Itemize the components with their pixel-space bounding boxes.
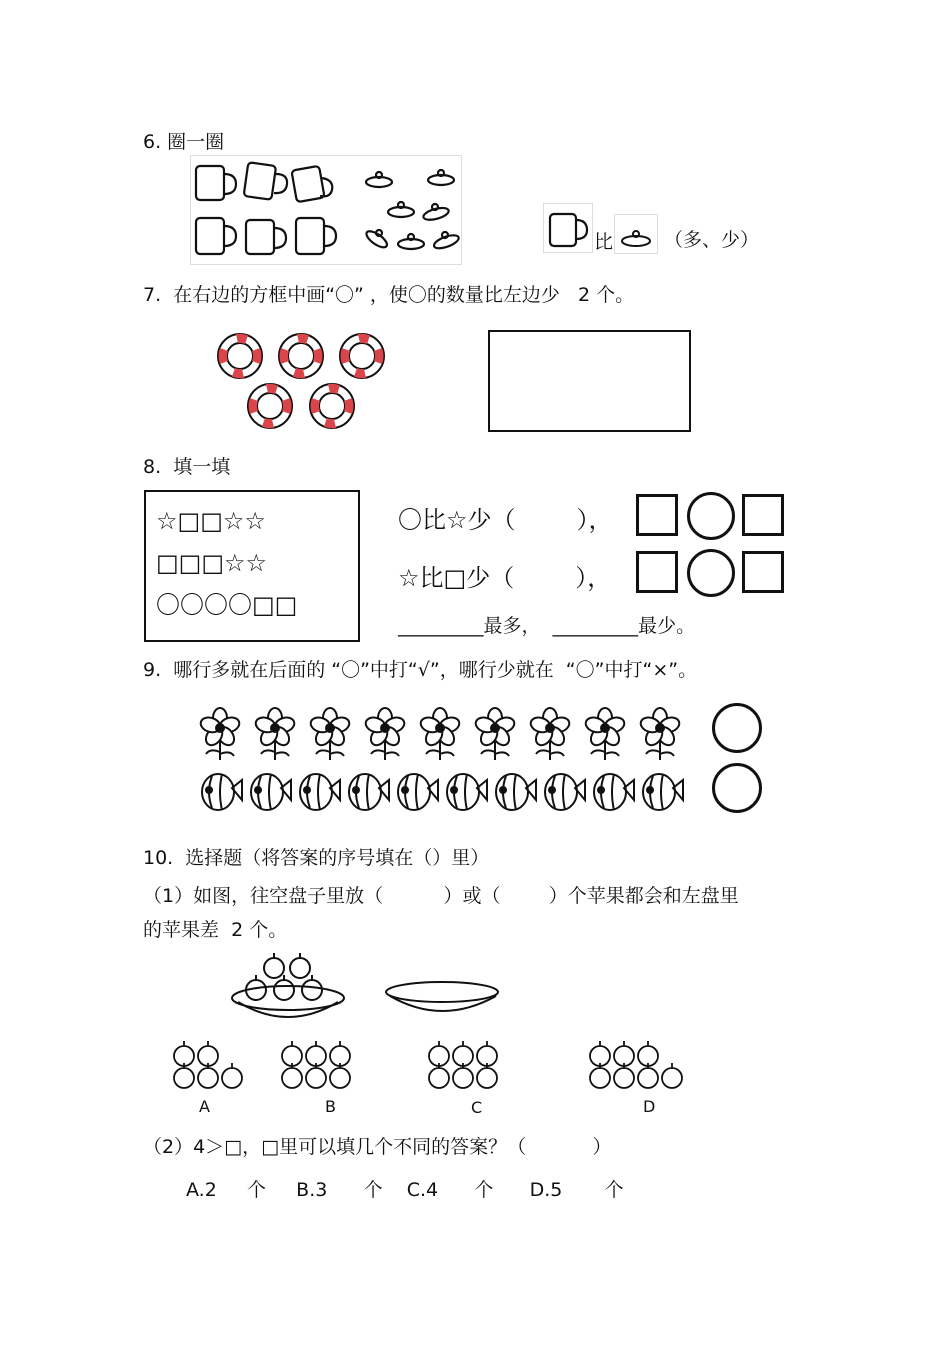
choice-a-illustration bbox=[170, 1040, 238, 1092]
apple-icon bbox=[477, 1041, 497, 1066]
apple-icon bbox=[282, 1063, 302, 1088]
choice-label-d: D bbox=[643, 1097, 656, 1116]
apple-icon bbox=[174, 1041, 194, 1066]
apple-icon bbox=[638, 1041, 658, 1066]
apple-icon bbox=[638, 1063, 658, 1088]
shapes-row-1: ☆□□☆☆ bbox=[156, 507, 266, 535]
apple-icon bbox=[174, 1063, 194, 1088]
q10-part2-options: A.2 个 B.3 个 C.4 个 D.5 个 bbox=[186, 1179, 624, 1201]
apple-icon bbox=[477, 1063, 497, 1088]
full-plate-illustration bbox=[228, 952, 348, 1022]
cups-and-lids-picture bbox=[190, 155, 462, 265]
fish-illustration bbox=[193, 764, 688, 820]
apple-icon bbox=[614, 1041, 634, 1066]
lifebuoy-illustration bbox=[212, 332, 392, 432]
apple-icon bbox=[198, 1063, 218, 1088]
flower-icon bbox=[529, 708, 571, 760]
q10-part1-line1: （1）如图，往空盘子里放（ ）或（ ）个苹果都会和左盘里 bbox=[143, 885, 739, 907]
fish-icon bbox=[300, 774, 340, 810]
answer-square[interactable] bbox=[636, 551, 678, 593]
flower-illustration bbox=[193, 702, 688, 766]
flower-icon bbox=[364, 708, 406, 760]
apple-icon bbox=[662, 1063, 682, 1088]
choice-label-c: C bbox=[471, 1098, 483, 1117]
flower-icon bbox=[474, 708, 516, 760]
apple-icon bbox=[198, 1041, 218, 1066]
fish-icon bbox=[496, 774, 536, 810]
fish-row-answer-circle[interactable] bbox=[712, 763, 762, 813]
fish-row bbox=[193, 764, 688, 820]
answer-circle[interactable] bbox=[687, 549, 735, 597]
shapes-row-2: □□□☆☆ bbox=[156, 549, 268, 577]
plate-with-apples bbox=[228, 952, 348, 1022]
q8-line-1: 〇比☆少（ ）， bbox=[398, 506, 613, 534]
fish-icon bbox=[251, 774, 291, 810]
fish-icon bbox=[349, 774, 389, 810]
choice-d-apples[interactable] bbox=[586, 1040, 716, 1092]
apple-icon bbox=[614, 1063, 634, 1088]
apple-icon bbox=[282, 1041, 302, 1066]
apple-icon bbox=[590, 1063, 610, 1088]
apple-icon bbox=[453, 1041, 473, 1066]
fish-icon bbox=[545, 774, 585, 810]
choice-label-b: B bbox=[325, 1097, 336, 1116]
fish-icon bbox=[398, 774, 438, 810]
answer-circle[interactable] bbox=[687, 492, 735, 540]
flower-icon bbox=[254, 708, 296, 760]
choice-c-illustration bbox=[425, 1040, 525, 1092]
answer-square[interactable] bbox=[742, 551, 784, 593]
q10-part1-line2: 的苹果差 2 个。 bbox=[143, 919, 288, 941]
choice-a-apples[interactable] bbox=[170, 1040, 238, 1092]
fish-icon bbox=[643, 774, 683, 810]
apple-icon bbox=[306, 1063, 326, 1088]
empty-plate-illustration bbox=[384, 978, 502, 1020]
q8-line-2: ☆比□少（ ）， bbox=[398, 564, 612, 592]
flower-icon bbox=[199, 708, 241, 760]
apple-icon bbox=[453, 1063, 473, 1088]
q6-title: 6. 圈一圈 bbox=[143, 131, 225, 153]
fish-icon bbox=[202, 774, 242, 810]
cup-lid-illustration bbox=[191, 156, 461, 264]
fish-icon bbox=[447, 774, 487, 810]
shapes-row-3: 〇〇〇〇□□ bbox=[156, 591, 298, 619]
apple-icon bbox=[590, 1041, 610, 1066]
flower-row bbox=[193, 702, 688, 766]
q8-line-3: _________最多， _________最少。 bbox=[398, 615, 696, 637]
answer-box[interactable] bbox=[488, 330, 691, 432]
q6-options: （多、少） bbox=[664, 229, 760, 251]
apple-icon bbox=[330, 1063, 350, 1088]
answer-square[interactable] bbox=[636, 494, 678, 536]
flower-icon bbox=[309, 708, 351, 760]
flower-icon bbox=[419, 708, 461, 760]
flower-icon bbox=[584, 708, 626, 760]
choice-c-apples[interactable] bbox=[425, 1040, 525, 1092]
lifebuoy-group bbox=[212, 332, 392, 432]
q9-title: 9. 哪行多就在后面的 “〇”中打“√”，哪行少就在 “〇”中打“×”。 bbox=[143, 659, 698, 681]
q10-title: 10. 选择题（将答案的序号填在（）里） bbox=[143, 847, 490, 869]
empty-plate bbox=[384, 978, 502, 1020]
choice-b-illustration bbox=[278, 1040, 378, 1092]
apple-icon bbox=[429, 1041, 449, 1066]
lid-icon bbox=[614, 214, 658, 254]
apple-icon bbox=[429, 1063, 449, 1088]
answer-square[interactable] bbox=[742, 494, 784, 536]
flower-row-answer-circle[interactable] bbox=[712, 703, 762, 753]
fish-icon bbox=[594, 774, 634, 810]
q8-title: 8. 填一填 bbox=[143, 456, 231, 478]
choice-d-illustration bbox=[586, 1040, 716, 1092]
shapes-box bbox=[144, 490, 360, 642]
flower-icon bbox=[639, 708, 681, 760]
apple-icon bbox=[306, 1041, 326, 1066]
choice-b-apples[interactable] bbox=[278, 1040, 378, 1092]
apple-icon bbox=[222, 1063, 242, 1088]
q7-title: 7. 在右边的方框中画“〇” ，使〇的数量比左边少 2 个。 bbox=[143, 284, 635, 306]
choice-label-a: A bbox=[199, 1097, 210, 1116]
q6-compare-word: 比 bbox=[594, 231, 614, 253]
apple-icon bbox=[330, 1041, 350, 1066]
q10-part2-question: （2）4＞□，□里可以填几个不同的答案？（ ） bbox=[143, 1136, 612, 1158]
cup-icon bbox=[543, 203, 593, 253]
